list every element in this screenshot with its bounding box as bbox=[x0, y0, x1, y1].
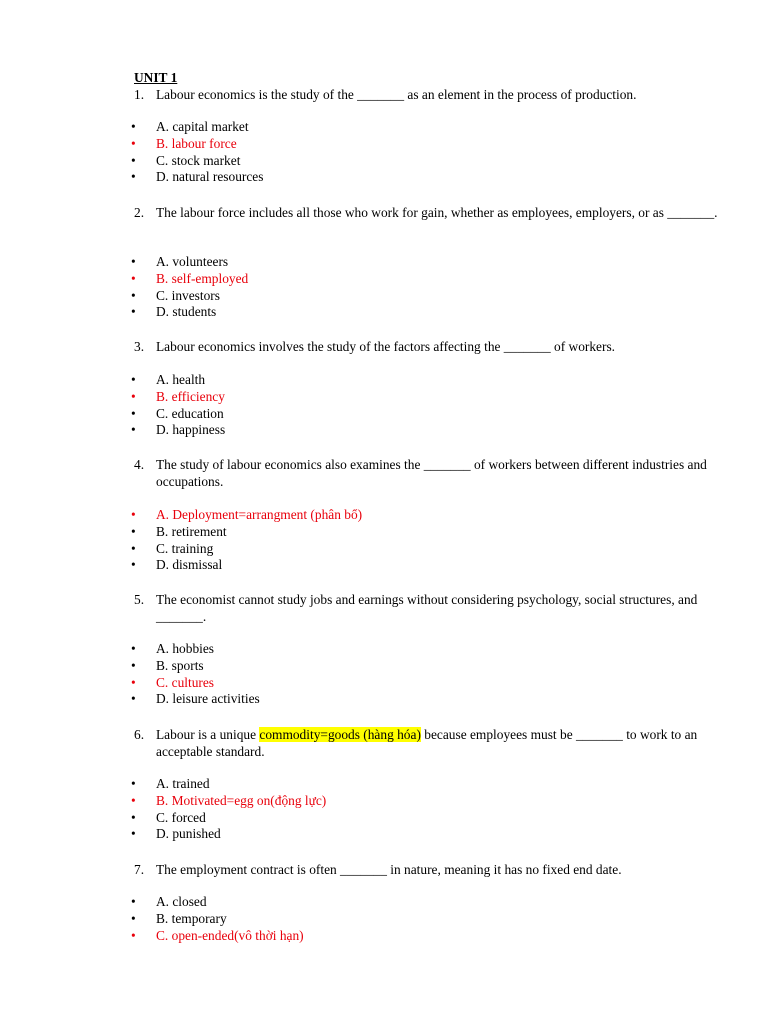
question-text-before: Labour is a unique bbox=[156, 727, 260, 742]
option-label: A. volunteers bbox=[156, 254, 229, 269]
option-c bbox=[131, 405, 225, 423]
bullet-icon: • bbox=[131, 557, 136, 573]
bullet-icon: • bbox=[131, 422, 136, 438]
option-label: C. training bbox=[156, 540, 214, 556]
bullet-icon: • bbox=[131, 910, 136, 926]
option-b bbox=[131, 910, 304, 928]
question-number: 4. bbox=[134, 457, 145, 472]
question-text: The study of labour economics also examines the _______ of workers between different industries and occupations. bbox=[156, 457, 707, 489]
question-7 bbox=[134, 861, 724, 878]
bullet-icon: • bbox=[131, 372, 136, 387]
option-d bbox=[131, 422, 226, 439]
option-b bbox=[131, 523, 362, 541]
option-label: D. leisure activities bbox=[156, 691, 260, 707]
question-2 bbox=[134, 204, 724, 221]
bullet-icon: • bbox=[131, 641, 136, 656]
option-label: A. Deployment=arrangment (phân bổ) bbox=[156, 507, 363, 522]
option-b bbox=[131, 657, 260, 675]
highlighted-text: commodity=goods (hàng hóa) bbox=[259, 727, 421, 742]
bullet-icon: • bbox=[131, 304, 136, 320]
option-label: B. efficiency bbox=[156, 388, 225, 404]
question-text: The employment contract is often _______ in nature, meaning it has no fixed end date. bbox=[156, 862, 622, 877]
option-label: D. students bbox=[156, 304, 217, 320]
option-b-correct bbox=[131, 270, 249, 288]
option-label: A. trained bbox=[156, 776, 210, 791]
question-text: Labour economics is the study of the _______ as an element in the process of production. bbox=[156, 87, 637, 102]
option-label: C. stock market bbox=[156, 152, 241, 168]
bullet-icon: • bbox=[131, 540, 136, 556]
bullet-icon: • bbox=[131, 523, 136, 539]
question-number: 7. bbox=[134, 862, 145, 877]
question-5 bbox=[134, 591, 724, 625]
option-d bbox=[131, 557, 362, 574]
question-3 bbox=[134, 338, 724, 355]
option-label: C. investors bbox=[156, 287, 220, 303]
option-label: D. natural resources bbox=[156, 169, 264, 185]
question-number: 1. bbox=[134, 87, 145, 102]
unit-title: UNIT 1 bbox=[134, 70, 178, 85]
bullet-icon: • bbox=[131, 119, 136, 134]
option-label: C. forced bbox=[156, 809, 206, 825]
bullet-icon: • bbox=[131, 894, 136, 909]
options-list-3 bbox=[131, 372, 226, 439]
question-1 bbox=[134, 86, 724, 103]
question-number: 2. bbox=[134, 205, 145, 220]
option-label: B. self-employed bbox=[156, 270, 249, 286]
bullet-icon: • bbox=[131, 826, 136, 842]
options-list-7 bbox=[131, 894, 304, 944]
bullet-icon: • bbox=[131, 169, 136, 185]
bullet-icon: • bbox=[131, 927, 136, 943]
option-label: A. capital market bbox=[156, 119, 249, 134]
option-label: D. dismissal bbox=[156, 557, 223, 573]
option-label: B. retirement bbox=[156, 523, 227, 539]
options-list-1 bbox=[131, 119, 264, 186]
option-label: A. closed bbox=[156, 894, 207, 909]
bullet-icon: • bbox=[131, 792, 136, 808]
option-label: B. sports bbox=[156, 657, 204, 673]
option-label: B. Motivated=egg on(động lực) bbox=[156, 792, 327, 808]
bullet-icon: • bbox=[131, 152, 136, 168]
option-d bbox=[131, 304, 248, 321]
option-label: C. open-ended(vô thời hạn) bbox=[156, 927, 304, 943]
options-list-5 bbox=[131, 641, 260, 708]
question-6 bbox=[134, 726, 724, 760]
bullet-icon: • bbox=[131, 388, 136, 404]
option-a bbox=[131, 776, 326, 793]
bullet-icon: • bbox=[131, 135, 136, 151]
option-d bbox=[131, 826, 326, 843]
option-a bbox=[131, 119, 263, 136]
bullet-icon: • bbox=[131, 776, 136, 791]
option-label: D. punished bbox=[156, 826, 221, 842]
options-list-4 bbox=[131, 507, 363, 574]
bullet-icon: • bbox=[131, 657, 136, 673]
option-c bbox=[131, 287, 248, 305]
option-label: A. hobbies bbox=[156, 641, 215, 656]
question-text bbox=[156, 726, 724, 760]
option-label: B. labour force bbox=[156, 135, 237, 151]
option-b-correct bbox=[131, 135, 263, 153]
bullet-icon: • bbox=[131, 254, 136, 269]
option-d bbox=[131, 691, 260, 708]
option-b-correct bbox=[131, 388, 225, 406]
option-a-correct bbox=[131, 507, 363, 524]
bullet-icon: • bbox=[131, 270, 136, 286]
question-number: 3. bbox=[134, 339, 145, 354]
question-text: Labour economics involves the study of the factors affecting the _______ of workers. bbox=[156, 339, 616, 354]
question-text: The economist cannot study jobs and earnings without considering psychology, social structures, and _______. bbox=[156, 592, 698, 624]
option-label: A. health bbox=[156, 372, 206, 387]
bullet-icon: • bbox=[131, 674, 136, 690]
option-label: D. happiness bbox=[156, 422, 226, 438]
option-label: C. cultures bbox=[156, 674, 215, 690]
option-c bbox=[131, 540, 362, 558]
bullet-icon: • bbox=[131, 809, 136, 825]
options-list-2 bbox=[131, 254, 249, 321]
option-a bbox=[131, 254, 248, 271]
bullet-icon: • bbox=[131, 287, 136, 303]
question-number: 6. bbox=[134, 727, 145, 742]
question-text-after: because employees must be _______ to work to an acceptable standard. bbox=[156, 727, 698, 759]
option-a bbox=[131, 894, 304, 911]
question-4 bbox=[134, 456, 724, 490]
bullet-icon: • bbox=[131, 507, 136, 522]
option-a bbox=[131, 641, 260, 658]
option-c-correct bbox=[131, 674, 260, 692]
option-b-correct bbox=[131, 792, 327, 810]
question-text: The labour force includes all those who work for gain, whether as employees, employers, or as _______. bbox=[156, 205, 718, 220]
options-list-6 bbox=[131, 776, 327, 843]
option-c bbox=[131, 152, 263, 170]
question-number: 5. bbox=[134, 592, 145, 607]
bullet-icon: • bbox=[131, 691, 136, 707]
option-a bbox=[131, 372, 225, 389]
option-label: C. education bbox=[156, 405, 224, 421]
option-label: B. temporary bbox=[156, 910, 227, 926]
bullet-icon: • bbox=[131, 405, 136, 421]
option-c bbox=[131, 809, 326, 827]
option-c-correct bbox=[131, 927, 304, 945]
option-d bbox=[131, 169, 264, 186]
